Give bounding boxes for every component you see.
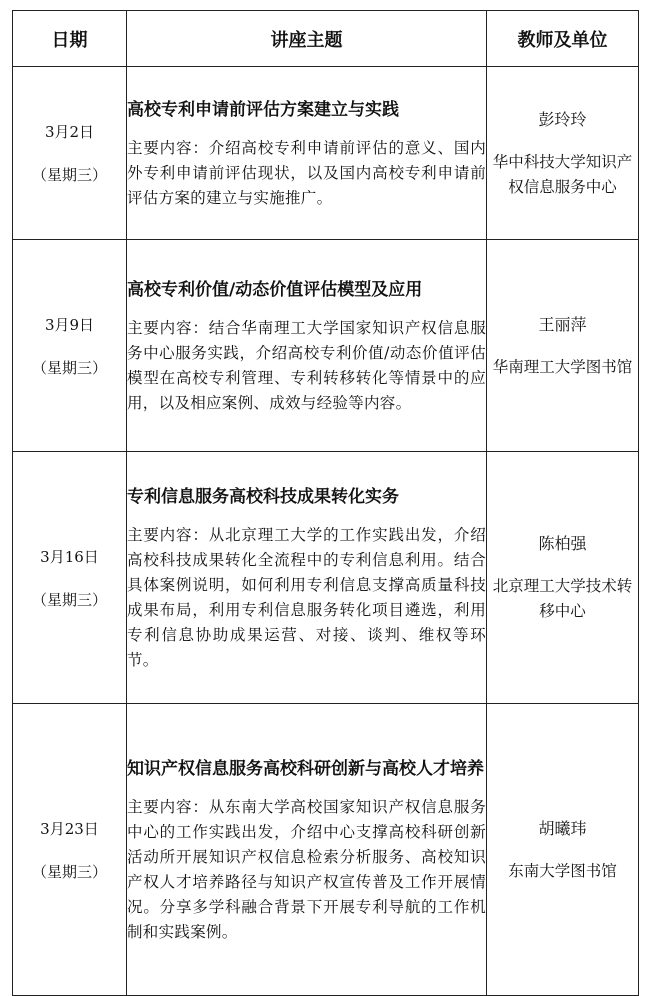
teacher-cell — [487, 452, 639, 704]
lecture-content: 主要内容：从东南大学高校国家知识产权信息服务中心的工作实践出发，介绍中心支撑高校科研创新活动所开展知识产权信息检索分析服务、高校知识产权人才培养路径与知识产权宣传普及工作开展情况。分享多学科融合背景下开展专利导航的工作机制和实践案例。 — [127, 798, 486, 941]
lecture-date: 3月2日 — [44, 123, 95, 141]
lecture-content: 主要内容：从北京理工大学的工作实践出发，介绍高校科技成果转化全流程中的专利信息利用。结合具体案例说明，如何利用专利信息支撑高质量科技成果布局，利用专利信息服务转化项目遴选，利用专利信息协助成果运营、对接、谈判、维权等环节。 — [127, 526, 486, 669]
lecture-schedule-table — [12, 10, 639, 996]
lecture-weekday: （星期三） — [31, 166, 107, 184]
lecture-weekday: （星期三） — [31, 862, 107, 881]
header-teacher: 教师及单位 — [487, 11, 639, 67]
teacher-unit: 北京理工大学技术转移中心 — [492, 577, 633, 620]
teacher-name: 王丽萍 — [538, 314, 587, 334]
lecture-content: 主要内容：介绍高校专利申请前评估的意义、国内外专利申请前评估现状，以及国内高校专利申请前评估方案的建立与实施推广。 — [127, 139, 486, 207]
table-row — [13, 452, 639, 704]
topic-cell — [127, 67, 487, 240]
lecture-title: 高校专利价值/动态价值评估模型及应用 — [127, 280, 423, 300]
date-cell — [13, 704, 127, 996]
lecture-date: 3月23日 — [40, 819, 99, 838]
topic-cell — [127, 452, 487, 704]
table-row — [13, 704, 639, 996]
table-header-row — [13, 11, 639, 67]
lecture-title: 知识产权信息服务高校科研创新与高校人才培养 — [127, 759, 484, 779]
teacher-name: 彭玲玲 — [538, 109, 587, 129]
lecture-weekday: （星期三） — [31, 590, 107, 609]
teacher-name: 胡曦玮 — [538, 818, 587, 838]
teacher-unit: 华中科技大学知识产权信息服务中心 — [492, 152, 633, 196]
topic-cell — [127, 240, 487, 452]
teacher-cell — [487, 704, 639, 996]
table-row — [13, 67, 639, 240]
teacher-name: 陈柏强 — [538, 534, 587, 553]
lecture-title: 专利信息服务高校科技成果转化实务 — [127, 487, 399, 507]
lecture-content: 主要内容：结合华南理工大学国家知识产权信息服务中心服务实践，介绍高校专利价值/动态价值评估模型在高校专利管理、专利转移转化等情景中的应用，以及相应案例、成效与经验等内容。 — [127, 319, 486, 412]
teacher-cell — [487, 67, 639, 240]
lecture-title: 高校专利申请前评估方案建立与实践 — [127, 100, 399, 120]
lecture-date: 3月9日 — [44, 315, 95, 334]
lecture-weekday: （星期三） — [31, 358, 107, 377]
lecture-date: 3月16日 — [40, 547, 99, 566]
teacher-unit: 东南大学图书馆 — [508, 861, 617, 880]
header-date: 日期 — [13, 11, 127, 67]
date-cell — [13, 67, 127, 240]
date-cell — [13, 452, 127, 704]
header-topic: 讲座主题 — [127, 11, 487, 67]
date-cell — [13, 240, 127, 452]
topic-cell — [127, 704, 487, 996]
table-row — [13, 240, 639, 452]
teacher-unit: 华南理工大学图书馆 — [492, 357, 633, 376]
teacher-cell — [487, 240, 639, 452]
